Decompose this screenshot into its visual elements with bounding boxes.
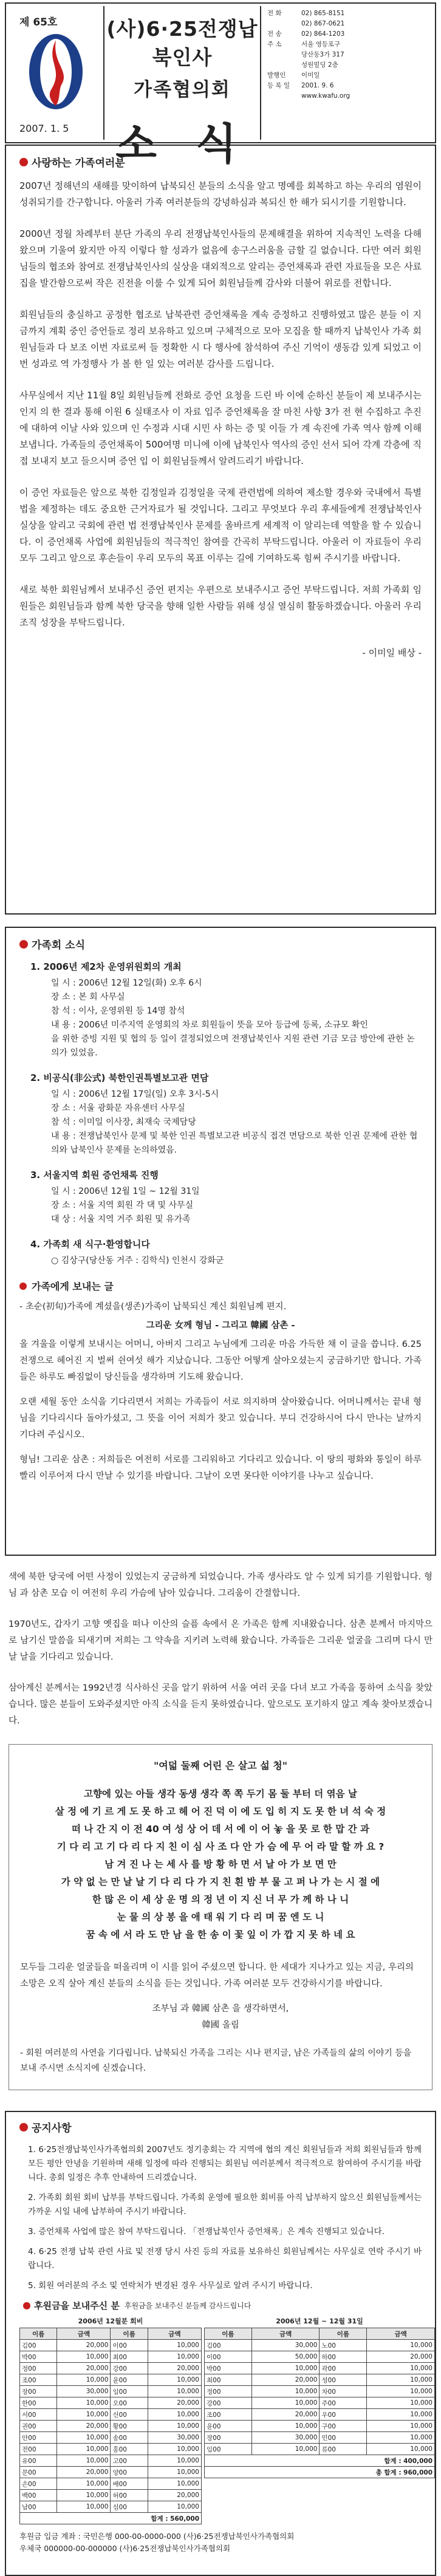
donation-tables <box>19 2315 432 2524</box>
table-cell: 20,000 <box>148 2397 201 2409</box>
table-row <box>20 2374 202 2386</box>
title-block <box>103 6 261 169</box>
table-row <box>20 2455 202 2467</box>
contact-value: 02) 864-1203 <box>301 30 345 38</box>
table-cell: 이00 <box>205 2351 252 2363</box>
greeting-paragraph: 이 증언 자료들은 앞으로 북한 김정일과 김정일을 국제 관련법에 의하여 제소할 경우와 국내에서 특별법을 제정하는 데도 중요한 근거자료가 될 것입니다. 그리고 무엇보다 우리 후세들에게 전쟁납북인사 실상을 알리고 국회에 관련 법 전쟁납북인사 문제를 올바르게 세계적 이 알리는데 역할을 할 수 있습니다. 이 증언채록 사업에 회원님들의 적극적인 참여를 간곡히 부탁드립니다. 아울러 이 자료들이 우리 모두 그리고 앞으로 후손들이 우리 모두의 목표 이루는 길에 기여하도록 힘써 주시기를 바랍니다. <box>19 487 422 564</box>
table-header-cell: 이름 <box>111 2328 148 2340</box>
table-row <box>20 2421 202 2432</box>
donation-caption: 후원금을 보내주신 분들께 감사드립니다 <box>124 2302 251 2310</box>
news-item-line: 내 용 : 전쟁납북인사 문제 및 북한 인권 특별보고관 비공식 접견 면담으로 북한 인권 문제에 관한 협의와 납북인사 문제를 논의하였음. <box>51 1131 418 1155</box>
table-cell: 권00 <box>20 2421 57 2432</box>
contact-value: 당산동3가 317 <box>301 51 344 58</box>
donation-table-left-wrap <box>19 2315 202 2524</box>
letter-heading: 그리운 女께 형님 - 그리고 韓國 삼촌 - <box>146 1321 295 1331</box>
table-cell: 10,000 <box>148 2501 201 2513</box>
table-cell: 10,000 <box>148 2467 201 2478</box>
letter-paragraph: 오랜 세월 동안 소식을 기다리면서 저희는 가족들이 서로 의지하며 살아왔습니다. 어머니께서는 끝내 형님을 기다리시다 돌아가셨고, 그 뜻을 이어 저희가 찾고 있습니다. 부디 건강하시어 다시 만나는 날까지 기다려 주십시오. <box>19 1397 422 1440</box>
table-row <box>20 2386 202 2397</box>
table-cell: 20,000 <box>57 2363 111 2374</box>
table-row <box>205 2444 435 2455</box>
donation-sum-right: 합계 : 400,000 <box>205 2455 435 2467</box>
donation-table-right-title: 2006년 12월 ~ 12월 31일 <box>276 2317 363 2325</box>
table-cell: 최00 <box>205 2374 252 2386</box>
table-cell: 강00 <box>205 2397 252 2409</box>
contact-row <box>267 81 439 91</box>
contact-row <box>267 19 439 29</box>
table-cell: 최00 <box>111 2351 148 2363</box>
bank-line: 후원금 입금 계좌 : 국민은행 000-00-0000-000 (사)6·25전쟁납북인사가족협의회 <box>19 2532 295 2541</box>
donation-title <box>23 2299 422 2312</box>
org-name-line2: 가족협의회 <box>134 79 231 101</box>
table-cell: 10,000 <box>148 2351 201 2363</box>
news-item-heading: 3. 서울지역 회원 증언채록 진행 <box>30 1170 159 1181</box>
table-cell: 곽00 <box>320 2363 367 2374</box>
contact-value: 2001. 9. 6 <box>301 82 334 89</box>
table-cell: 20,000 <box>251 2374 320 2386</box>
table-cell: 10,000 <box>148 2421 201 2432</box>
table-row <box>20 2351 202 2363</box>
table-cell: 허00 <box>111 2490 148 2501</box>
letter-section-title-text: 가족에게 보내는 글 <box>32 1281 114 1292</box>
greeting-paragraph: 사무실에서 지난 11월 8일 회원님들께 전화로 증언 요청을 드린 바 이에 순하신 분들이 제 보내주시는 인지 의 한 결과 통해 이원 6 실태조사 이 자료 입주 증언채록을 잘 마친 사항 3가 전 현 수집하고 추진에 대하여 이날 사와 있으며 인 수정과 시대 시민 사 하는 증 및 이들 가 계 속진에 가족 역사 함께 이해 보냅니다. 가족들의 증언채록이 500여명 미니에 이에 납북인사 역사의 증인 선서 되어 각계 각층에 직접 보내지 보고 들으시며 증언 입 이 회원님들께서 알려드리기 바랍니다. <box>19 390 422 466</box>
news-title-text: 가족회 소식 <box>32 939 86 952</box>
continuation-paragraph: 색에 북한 당국에 어떤 사정이 있었는지 궁금하게 되었습니다. 가족 생사라도 알 수 있게 되기를 기원합니다. 형님 과 삼촌 모습 이 여전히 우리 가슴에 남아 있습니다. 그리움이 간절합니다. <box>9 1572 432 1598</box>
table-cell: 10,000 <box>57 2432 111 2444</box>
table-cell: 박00 <box>205 2363 252 2374</box>
table-cell: 양00 <box>111 2467 148 2478</box>
contact-label <box>267 19 301 29</box>
table-cell: 20,000 <box>57 2467 111 2478</box>
table-cell: 정00 <box>205 2386 252 2397</box>
table-cell: 10,000 <box>367 2432 435 2444</box>
poem-signature-line2: 韓國 올림 <box>202 2020 239 2030</box>
bank-account-info <box>19 2530 422 2555</box>
poem-line: 남 겨 진 나 는 세 사 를 방 황 하 면 서 날 아 가 보 면 만 <box>104 1859 337 1870</box>
poem-line: 살 정 에 기 르 게 도 못 하 고 헤 어 진 덕 이 에 도 입 히 지 도 못 한 녀 석 숙 정 <box>55 1806 386 1817</box>
table-row <box>20 2444 202 2455</box>
table-cell: 20,000 <box>57 2340 111 2351</box>
contact-label <box>267 60 301 70</box>
poem-title: "여덟 둘째 어린 은 살고 섧 청" <box>153 1760 288 1771</box>
table-cell: 10,000 <box>251 2444 320 2455</box>
contact-label <box>267 50 301 60</box>
poem-line: 떠 나 간 지 이 전 40 여 성 상 어 데 서 에 이 어 놓 을 못 로 한 맙 간 과 <box>71 1824 370 1835</box>
greeting-paragraph: 2007년 정해년의 새해를 맞이하여 납북되신 분들의 소식을 알고 명예를 회복하고 하는 우리의 염원이 성취되기를 간구합니다. 아울러 가족 여러분들의 강녕하심과 복되신 한 해가 되시기를 기원합니다. <box>19 180 422 208</box>
table-cell: 10,000 <box>57 2444 111 2455</box>
table-cell: 강00 <box>111 2363 148 2374</box>
table-cell: 민00 <box>320 2432 367 2444</box>
table-cell: 조00 <box>20 2374 57 2386</box>
table-cell: 정00 <box>20 2363 57 2374</box>
table-cell: 10,000 <box>251 2386 320 2397</box>
bank-line: 우체국 000000-00-000000 (사)6·25전쟁납북인사가족협의회 <box>19 2544 231 2553</box>
table-cell: 30,000 <box>251 2340 320 2351</box>
table-cell: 신00 <box>111 2409 148 2421</box>
table-row <box>205 2340 435 2351</box>
contact-row <box>267 29 439 39</box>
table-cell: 남00 <box>20 2501 57 2513</box>
table-cell: 10,000 <box>148 2340 201 2351</box>
news-list <box>19 960 422 1268</box>
notice-title-text: 공지사항 <box>32 2122 72 2135</box>
donation-table-right-wrap <box>204 2315 435 2524</box>
table-cell: 20,000 <box>148 2490 201 2501</box>
news-item-line: 참 석 : 이미일 이사장, 최재숙 국제담당 <box>51 1117 196 1127</box>
table-cell: 홍00 <box>111 2444 148 2455</box>
table-cell: 10,000 <box>148 2374 201 2386</box>
table-cell: 장00 <box>20 2386 57 2397</box>
table-cell: 10,000 <box>367 2421 435 2432</box>
issue-number: 제 65호 <box>19 16 58 29</box>
table-cell: 차00 <box>320 2386 367 2397</box>
poem-lines <box>20 1785 421 1944</box>
greeting-title-text: 사랑하는 가족여러분 <box>32 157 125 169</box>
table-row <box>205 2421 435 2432</box>
letter-paragraphs <box>19 1337 422 1485</box>
table-cell: 윤00 <box>205 2421 252 2432</box>
table-cell: 임00 <box>205 2444 252 2455</box>
table-cell: 10,000 <box>367 2444 435 2455</box>
continuation-paragraph: 1970년도, 갑자기 고향 옛집을 떠나 이산의 슬픔 속에서 온 가족은 함께 지내왔습니다. 삼촌 분께서 마지막으로 남기신 말씀을 되새기며 저희는 그 약속을 지키려 노력해 왔습니다. 가족들은 그리운 얼굴을 그리며 다시 만날 날을 기다리고 있습니다. <box>9 1620 432 1662</box>
notice-title <box>19 2119 422 2135</box>
table-cell: 50,000 <box>251 2351 320 2363</box>
table-cell: 주00 <box>320 2397 367 2409</box>
table-row <box>20 2409 202 2421</box>
poem-box <box>9 1744 432 2090</box>
table-cell: 윤00 <box>111 2374 148 2386</box>
table-cell: 심00 <box>111 2501 148 2513</box>
poem-afterword: 모두들 그리운 얼굴들을 떠올리며 이 시를 읽어 주셨으면 합니다. 한 세대가 지나가고 있는 지금, 우리의 소망은 오직 살아 계신 분들의 소식을 듣는 것입니다. 가족 여러분 모두 건강하시기를 바랍니다. <box>20 1963 414 1989</box>
news-item <box>19 1168 422 1227</box>
news-item-heading: 4. 가족회 새 식구·환영합니다 <box>30 1239 150 1250</box>
contact-row <box>267 50 439 60</box>
greeting-paragraph: 새로 북한 회원님께서 보내주신 증언 편지는 우편으로 보내주시고 증언 부탁드립니다. 저희 가족회 임원들은 회원님들과 함께 북한 당국을 향해 일한 사람들 위해 성실 열심히 활동하겠습니다. 아울러 우리 조직 성장을 부탁드립니다. <box>19 584 422 628</box>
table-row <box>205 2432 435 2444</box>
bullet-icon <box>19 2123 28 2131</box>
table-row <box>20 2397 202 2409</box>
table-cell: 10,000 <box>57 2351 111 2363</box>
bullet-icon <box>23 2302 30 2309</box>
table-cell: 30,000 <box>148 2432 201 2444</box>
news-item-heading: 2. 비공식(非公式) 북한인권특별보고관 면담 <box>30 1072 209 1083</box>
news-item-line: 장 소 : 서울 광화문 자유센터 사무실 <box>51 1103 185 1113</box>
letter-body <box>19 1299 422 1485</box>
news-item-line: 대 상 : 서울 지역 거주 회원 및 유가족 <box>51 1215 191 1224</box>
contact-info <box>267 9 439 101</box>
table-cell: 성00 <box>320 2374 367 2386</box>
table-row <box>205 2386 435 2397</box>
poem-line: 꿈 속 에 서 라 도 만 남 을 한 송 이 꽃 잎 이 가 깝 지 못 하 네 요 <box>86 1929 355 1940</box>
table-cell: 김00 <box>20 2340 57 2351</box>
notice-item: 5. 회원 여러분의 주소 및 연락처가 변경된 경우 사무실로 알려 주시기 바랍니다. <box>28 2281 313 2291</box>
table-cell: 서00 <box>20 2409 57 2421</box>
contact-label: 전 송 <box>267 30 282 38</box>
table-cell: 10,000 <box>148 2386 201 2397</box>
letter-paragraph: 형님! 그리운 삼촌 : 저희들은 여전히 서로를 그리워하고 기다리고 있습니다. 이 땅의 평화와 통일이 하루빨리 이루어져 다시 만날 수 있기를 바랍니다. 그날이 오면 못다한 이야기를 나누고 싶습니다. <box>19 1455 422 1481</box>
donation-title-text: 후원금을 보내주신 분 <box>34 2300 120 2311</box>
news-item-line: 장 소 : 서울 지역 회원 각 댁 및 사무실 <box>51 1201 194 1210</box>
news-item <box>19 1071 422 1157</box>
table-cell: 10,000 <box>148 2444 201 2455</box>
notice-item: 3. 증언채록 사업에 많은 참여 부탁드립니다. 「전쟁납북인사 증언채록」은 계속 진행되고 있습니다. <box>28 2227 385 2237</box>
greeting-body <box>19 178 422 631</box>
table-cell: 10,000 <box>148 2455 201 2467</box>
contact-value: 이미일 <box>301 72 320 79</box>
table-cell: 10,000 <box>251 2363 320 2374</box>
table-row <box>20 2490 202 2501</box>
table-row <box>20 2467 202 2478</box>
news-item-line: 참 석 : 이사, 운영위원 등 14명 참석 <box>51 1006 185 1016</box>
contact-label: 발행인 <box>267 72 286 79</box>
contact-value: 성원빌딩 2층 <box>301 61 338 69</box>
organization-logo-icon <box>16 32 96 112</box>
poem-line: 한 많 은 이 세 상 운 명 의 정 년 이 지 신 너 무 가 께 하 나 니 <box>92 1894 349 1905</box>
table-cell: 10,000 <box>367 2409 435 2421</box>
table-header-cell: 금액 <box>57 2328 111 2340</box>
contact-row <box>267 9 439 19</box>
contact-label: 등 록 일 <box>267 82 290 89</box>
table-cell: 10,000 <box>148 2409 201 2421</box>
table-cell: 20,000 <box>57 2421 111 2432</box>
contact-label: 전 화 <box>267 10 282 17</box>
table-cell: 하00 <box>320 2351 367 2363</box>
letter-paragraph: 올 겨울을 이렇게 보내시는 어머니, 아버지 그리고 누님에게 그리운 마음 가득한 채 이 글을 씁니다. 6.25 전쟁으로 헤어진 지 벌써 쉰여섯 해가 지났습니다. 그동안 어떻게 살아오셨는지 궁금하기만 합니다. 가족들은 하루도 빠짐없이 당신들을 생각하며 기도해 왔습니다. <box>19 1340 422 1382</box>
table-cell: 20,000 <box>251 2409 320 2421</box>
table-row <box>20 2432 202 2444</box>
table-cell: 안00 <box>20 2432 57 2444</box>
news-item-line: 일 시 : 2006년 12월 12일(화) 오후 6시 <box>51 978 202 988</box>
donation-table-left <box>19 2328 202 2524</box>
news-item <box>19 960 422 1060</box>
table-cell: 10,000 <box>251 2421 320 2432</box>
donation-sum-left: 합계 : 560,000 <box>20 2513 202 2524</box>
newsletter-page <box>0 2 441 2553</box>
continuation-paragraph: 삼아계신 분께서는 1992년경 식사하신 곳을 알기 위하여 서울 여러 곳을 다녀 보고 가족을 통하여 소식을 찾았습니다. 많은 분들이 도와주셨지만 아직 소식을 듣지 못하였습니다. 앞으로도 포기하지 않고 계속 찾아보겠습니다. <box>9 1683 432 1726</box>
table-cell: 20,000 <box>367 2351 435 2363</box>
contact-value: 02) 865-8151 <box>301 10 345 17</box>
contact-row <box>267 60 439 70</box>
table-row <box>205 2374 435 2386</box>
table-cell: 10,000 <box>367 2397 435 2409</box>
table-cell: 장00 <box>205 2432 252 2444</box>
contact-row <box>267 70 439 81</box>
table-row <box>205 2409 435 2421</box>
poem-signature <box>20 2001 421 2034</box>
poem-signature-line1: 조부님 과 韓國 삼촌 을 생각하면서, <box>152 2004 289 2014</box>
table-row <box>20 2363 202 2374</box>
news-section <box>5 927 436 1556</box>
greeting-signature: - 이미일 배상 - <box>362 647 422 658</box>
table-cell: 10,000 <box>57 2501 111 2513</box>
news-item-line: ○ 김상구(당산동 거주 : 김학식) 인천시 강화군 <box>51 1256 224 1266</box>
bullet-icon <box>19 158 28 166</box>
greeting-section <box>5 145 436 915</box>
table-cell: 김00 <box>205 2340 252 2351</box>
notice-section <box>5 2111 436 2576</box>
table-cell: 10,000 <box>57 2455 111 2467</box>
table-row <box>205 2363 435 2374</box>
table-cell: 문00 <box>20 2467 57 2478</box>
table-cell: 류00 <box>320 2444 367 2455</box>
letter-section-title <box>19 1279 422 1293</box>
table-cell: 우00 <box>320 2409 367 2421</box>
news-item-line: 장 소 : 본 회 사무실 <box>51 992 125 1002</box>
table-cell: 임00 <box>111 2386 148 2397</box>
table-row <box>205 2397 435 2409</box>
table-row <box>20 2340 202 2351</box>
table-cell: 한00 <box>20 2397 57 2409</box>
poem-line: 가 약 없 는 만 날 날 기 다 리 다 가 지 친 흰 밤 부 물 고 퍼 나 가 는 시 절 에 <box>61 1876 380 1887</box>
table-cell: 10,000 <box>251 2397 320 2409</box>
table-header-cell: 금액 <box>367 2328 435 2340</box>
org-name-line1: (사)6·25전쟁납북인사 <box>106 17 258 69</box>
greeting-paragraph: 회원님들의 충실하고 공정한 협조로 납북관련 증언채록을 계속 증정하고 진행하였고 많은 분들 이 지금까지 계획 중인 증언들로 정리 보유하고 있으며 구체적으로 모아 모집을 할 때까지 납북인사 가족 회원님들과 다 보조 이번 자료로써 들 정확한 시 다 행사에 참석하여 주신 기억이 생동감 있게 되었고 이번 성과로 역 가정행사 가 볼 한 일 있는 여러분 감사를 드립니다. <box>19 309 422 369</box>
news-item-line: 일 시 : 2006년 12월 17일(일) 오후 3시-5시 <box>51 1089 219 1099</box>
notice-item: 2. 가족회 회원 회비 납부를 부탁드립니다. 가족회 운영에 필요한 회비를 아직 납부하지 않으신 회원님들께서는 가까운 시일 내에 납부하여 주시기 바랍니다. <box>28 2193 422 2217</box>
submission-note: - 회원 여러분의 사연을 기다립니다. 납북되신 가족을 그리는 시나 편지글, 남은 가족들의 삶의 이야기 등을 보내 주시면 소식지에 싣겠습니다. <box>20 2048 412 2073</box>
table-cell: 10,000 <box>57 2374 111 2386</box>
newsletter-title: 소 식 <box>115 119 249 169</box>
table-cell: 송00 <box>111 2432 148 2444</box>
contact-label: 주 소 <box>267 41 282 48</box>
table-cell: 황00 <box>111 2421 148 2432</box>
table-cell: 10,000 <box>367 2374 435 2386</box>
table-cell: 백00 <box>20 2490 57 2501</box>
contact-row <box>267 39 439 50</box>
bullet-icon <box>19 940 28 949</box>
contact-value: www.kwafu.org <box>301 92 350 100</box>
table-cell: 10,000 <box>367 2363 435 2374</box>
table-cell: 고00 <box>111 2455 148 2467</box>
letter-intro: - 초순(初旬)가족에 계셨을(생존)가족이 납북되신 계신 회원님께 편지. <box>19 1302 287 1312</box>
table-header-cell: 이름 <box>20 2328 57 2340</box>
table-header-cell: 이름 <box>205 2328 252 2340</box>
table-cell: 손00 <box>20 2478 57 2490</box>
poem-line: 고향에 있는 아들 생각 동생 생각 쪽 쪽 두기 몸 둘 부터 더 엮음 날 <box>84 1788 357 1799</box>
table-header-cell: 금액 <box>148 2328 201 2340</box>
table-cell: 유00 <box>20 2455 57 2467</box>
table-row <box>20 2478 202 2490</box>
donation-table-right <box>204 2328 435 2478</box>
table-cell: 이00 <box>111 2340 148 2351</box>
table-cell: 20,000 <box>148 2363 201 2374</box>
notice-item: 1. 6·25전쟁납북인사가족협의회 2007년도 정기총회는 각 지역에 협의 계신 회원님들과 저희 회원님들과 함께 모든 평안 안녕을 기원하며 새해 일정에 따라 진행되는 회원님 여러분께서 적극적으로 참여하여 주시기를 바랍니다. 총회 일정은 추후 안내하여 드리겠습니다. <box>28 2145 422 2182</box>
table-header-cell: 이름 <box>320 2328 367 2340</box>
table-cell: 조00 <box>205 2409 252 2421</box>
table-header-cell: 금액 <box>251 2328 320 2340</box>
table-cell: 10,000 <box>367 2340 435 2351</box>
contact-row <box>267 91 439 101</box>
table-cell: 10,000 <box>57 2397 111 2409</box>
letter-continuation <box>9 1569 432 1729</box>
table-cell: 박00 <box>20 2351 57 2363</box>
table-cell: 구00 <box>320 2421 367 2432</box>
table-cell: 30,000 <box>251 2432 320 2444</box>
news-item <box>19 1238 422 1268</box>
table-row <box>20 2501 202 2513</box>
news-item-line: 일 시 : 2006년 12월 1일 ~ 12월 31일 <box>51 1187 200 1196</box>
table-cell: 오00 <box>111 2397 148 2409</box>
table-cell: 10,000 <box>367 2386 435 2397</box>
table-cell: 10,000 <box>148 2478 201 2490</box>
table-row <box>205 2351 435 2363</box>
issue-date: 2007. 1. 5 <box>19 123 69 134</box>
news-item-line: 내 용 : 2006년 미주지역 운영회의 차로 회원들이 뜻을 모아 등급에 등록, 소규모 확인 <box>51 1020 368 1030</box>
table-cell: 노00 <box>320 2340 367 2351</box>
table-cell: 배00 <box>111 2478 148 2490</box>
contact-value: 서울 영등포구 <box>301 41 341 48</box>
news-item-heading: 1. 2006년 제2차 운영위원회의 개최 <box>30 961 182 972</box>
greeting-paragraph: 2000년 정월 차례부터 분단 가족의 우리 전쟁납북인사들의 문제해결을 위하여 지속적인 노력을 다해왔으며 기울여 왔지만 아직 이렇다 할 성과가 없음에 송구스러움을 금할 길 없습니다. 다만 여러 회원님들의 협조와 참여로 전쟁납북인사의 실상을 대외적으로 알리는 증언채록과 관련 자료들을 모은 사료집을 발간함으로써 작은 진전을 이룰 수 있게 되어 회원님들께 감사와 더불어 위로를 전합니다. <box>19 228 422 288</box>
table-cell: 10,000 <box>57 2409 111 2421</box>
table-cell: 30,000 <box>57 2386 111 2397</box>
news-title <box>19 936 422 952</box>
table-cell: 10,000 <box>57 2490 111 2501</box>
donation-grand-total: 총 합계 : 960,000 <box>205 2467 435 2478</box>
news-item-line: 을 위한 증빙 지원 및 협의 등 일이 결정되었으며 전쟁납북인사 지원 관련 기금 모금 방안에 관한 논의가 있었음. <box>51 1034 415 1058</box>
table-cell: 10,000 <box>57 2478 111 2490</box>
poem-line: 눈 물 의 상 봉 을 애 태 워 기 다 리 며 꿈 엔 도 니 <box>117 1912 324 1923</box>
poem-line: 기 다 리 고 기 다 리 다 지 친 이 심 사 조 다 안 가 슴 에 무 어 라 말 할 까 요 ? <box>56 1841 385 1852</box>
notice-item: 4. 6·25 전쟁 납북 관련 사료 및 전쟁 당시 사진 등의 자료를 보유하신 회원님께서는 사무실로 연락 주시기 바랍니다. <box>28 2247 422 2271</box>
notice-list <box>19 2143 422 2293</box>
bullet-icon <box>19 1283 27 1290</box>
contact-value: 02) 867-0621 <box>301 20 345 27</box>
contact-label <box>267 91 301 101</box>
donation-table-left-title: 2006년 12월분 회비 <box>78 2317 143 2325</box>
table-cell: 전00 <box>20 2444 57 2455</box>
